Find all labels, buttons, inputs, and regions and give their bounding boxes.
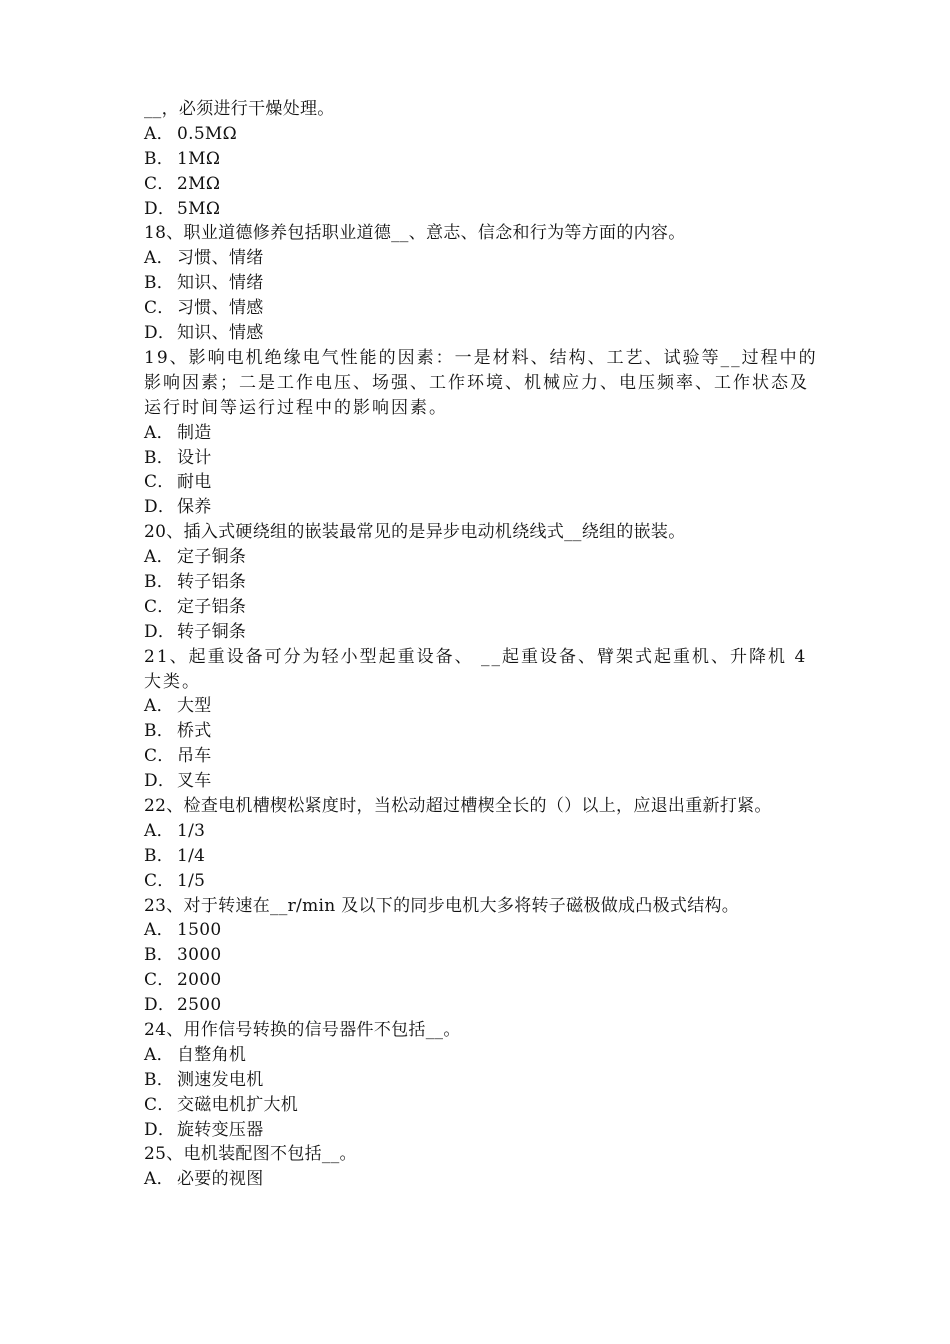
question-stem-25: 25、电机装配图不包括__。 <box>144 1144 357 1165</box>
option-c <box>144 968 824 993</box>
option-label: A． <box>144 547 174 568</box>
question-stem-24: 24、用作信号转换的信号器件不包括__。 <box>144 1020 461 1041</box>
option-label: C． <box>144 298 175 319</box>
question-stem-23: 23、对于转速在__r/min 及以下的同步电机大多将转子磁极做成凸极式结构。 <box>144 895 740 916</box>
option-b <box>144 1068 824 1093</box>
option-label: D． <box>144 497 176 518</box>
option-text: 桥式 <box>177 721 212 742</box>
option-text: 1/4 <box>177 845 206 866</box>
option-c <box>144 1093 824 1118</box>
option-d <box>144 197 824 222</box>
option-a <box>144 1167 824 1192</box>
option-c <box>144 595 824 620</box>
option-b <box>144 147 824 172</box>
option-text: 1/5 <box>177 870 206 891</box>
option-text: 定子铜条 <box>177 547 247 568</box>
option-label: B． <box>144 945 175 966</box>
intro-line: __，必须进行干燥处理。 <box>144 99 335 119</box>
option-a <box>144 122 824 147</box>
option-c <box>144 296 824 321</box>
option-text: 知识、情绪 <box>177 273 264 294</box>
option-b <box>144 943 824 968</box>
option-text: 2500 <box>177 995 222 1016</box>
option-text: 0.5MΩ <box>177 123 238 144</box>
option-a <box>144 819 824 844</box>
question-stem-19: 19、影响电机绝缘电气性能的因素：一是材料、结构、工艺、试验等__过程中的影响因素；二是工作电压、场强、工作环境、机械应力、电压频率、工作状态及运行时间等运行过程中的影响因素。 <box>144 347 818 418</box>
option-label: C． <box>144 970 175 991</box>
option-label: C． <box>144 870 175 891</box>
option-b <box>144 570 824 595</box>
option-label: C． <box>144 596 175 617</box>
option-text: 自整角机 <box>177 1044 247 1065</box>
option-label: D． <box>144 995 176 1016</box>
option-a <box>144 421 824 446</box>
option-b <box>144 446 824 471</box>
option-c <box>144 470 824 495</box>
option-text: 定子铝条 <box>177 596 247 617</box>
option-text: 耐电 <box>177 472 212 493</box>
option-text: 5MΩ <box>177 198 221 219</box>
option-text: 设计 <box>177 447 212 468</box>
option-text: 3000 <box>177 945 222 966</box>
option-label: C． <box>144 173 175 194</box>
option-d <box>144 769 824 794</box>
option-label: A． <box>144 1169 174 1190</box>
option-text: 2000 <box>177 970 222 991</box>
question-stem-20: 20、插入式硬绕组的嵌装最常见的是异步电动机绕线式__绕组的嵌装。 <box>144 522 686 543</box>
question-stem-21: 21、起重设备可分为轻小型起重设备、 __起重设备、臂架式起重机、升降机 4 大类。 <box>144 646 808 692</box>
option-c <box>144 172 824 197</box>
option-text: 转子铜条 <box>177 621 247 642</box>
option-label: A． <box>144 422 174 443</box>
option-label: A． <box>144 820 174 841</box>
option-a <box>144 545 824 570</box>
option-label: B． <box>144 721 175 742</box>
option-label: A． <box>144 696 174 717</box>
option-d <box>144 993 824 1018</box>
option-text: 保养 <box>177 497 212 518</box>
option-label: B． <box>144 447 175 468</box>
question-stem-22: 22、检查电机槽楔松紧度时，当松动超过槽楔全长的（）以上，应退出重新打紧。 <box>144 796 772 817</box>
option-label: A． <box>144 123 174 144</box>
option-text: 必要的视图 <box>177 1169 264 1190</box>
option-c <box>144 744 824 769</box>
option-label: C． <box>144 472 175 493</box>
option-label: B． <box>144 1069 175 1090</box>
option-text: 吊车 <box>177 746 212 767</box>
option-text: 旋转变压器 <box>177 1119 264 1140</box>
option-label: B． <box>144 571 175 592</box>
option-label: D． <box>144 771 176 792</box>
option-label: A． <box>144 248 174 269</box>
option-text: 2MΩ <box>177 173 221 194</box>
option-d <box>144 620 824 645</box>
option-a <box>144 694 824 719</box>
option-text: 习惯、情绪 <box>177 248 264 269</box>
option-text: 测速发电机 <box>177 1069 264 1090</box>
question-stem-18: 18、职业道德修养包括职业道德__、意志、信念和行为等方面的内容。 <box>144 223 686 244</box>
document-body <box>144 97 824 1192</box>
option-label: D． <box>144 1119 176 1140</box>
option-text: 1/3 <box>177 820 206 841</box>
option-c <box>144 869 824 894</box>
option-text: 1MΩ <box>177 148 221 169</box>
option-text: 大型 <box>177 696 212 717</box>
option-a <box>144 246 824 271</box>
option-label: C． <box>144 1094 175 1115</box>
option-text: 习惯、情感 <box>177 298 264 319</box>
option-label: A． <box>144 920 174 941</box>
option-label: B． <box>144 148 175 169</box>
option-d <box>144 495 824 520</box>
option-text: 知识、情感 <box>177 323 264 344</box>
option-a <box>144 918 824 943</box>
option-text: 交磁电机扩大机 <box>177 1094 299 1115</box>
option-b <box>144 271 824 296</box>
option-a <box>144 1043 824 1068</box>
option-d <box>144 1118 824 1143</box>
option-label: D． <box>144 198 176 219</box>
option-text: 1500 <box>177 920 222 941</box>
option-label: D． <box>144 323 176 344</box>
option-label: C． <box>144 746 175 767</box>
option-label: B． <box>144 273 175 294</box>
option-label: A． <box>144 1044 174 1065</box>
option-text: 转子铝条 <box>177 571 247 592</box>
option-label: B． <box>144 845 175 866</box>
option-b <box>144 719 824 744</box>
option-b <box>144 844 824 869</box>
option-d <box>144 321 824 346</box>
option-text: 叉车 <box>177 771 212 792</box>
option-label: D． <box>144 621 176 642</box>
option-text: 制造 <box>177 422 212 443</box>
